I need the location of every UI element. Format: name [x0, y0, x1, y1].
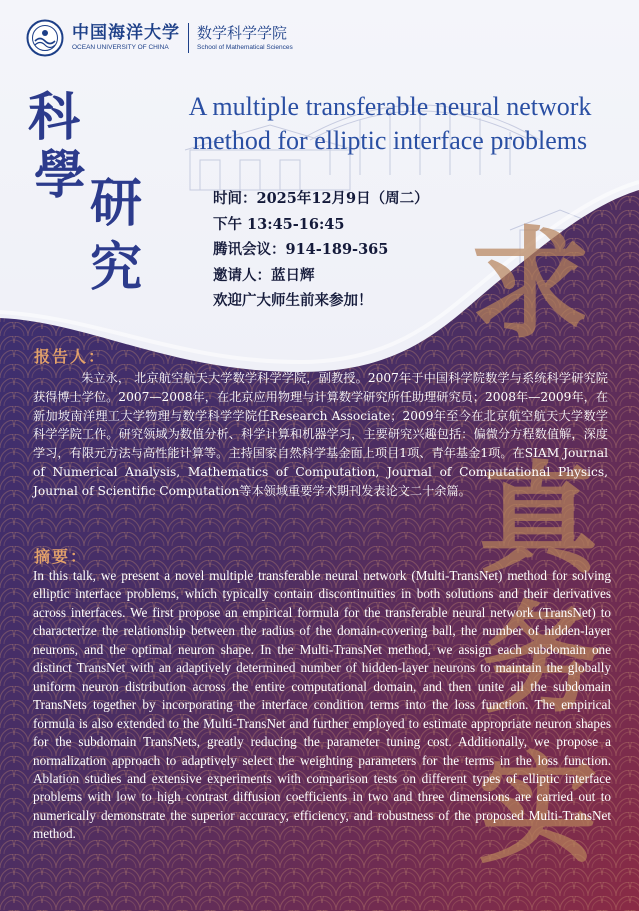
- calligraphy-char-4: 究: [90, 237, 143, 298]
- decor-char-3: 务: [482, 589, 602, 730]
- school-name-cn: 数学科学学院: [197, 24, 288, 42]
- decor-char-4: 实: [478, 739, 598, 880]
- speaker-bio: 朱立永， 北京航空航天大学数学科学学院，副教授。2007年于中国科学院数学与系统科学研究院获得博士学位。2007—2008年，在北京应用物理与计算数学研究所任助理研究员；2008年—2009年，在新加坡南洋理工大学物理与数学科学学院任Research Associate；2009年至今在北京航空航天大学数学科学学院工作。研究领域为数值分析、科学计算和机器学习，主要研究兴趣包括：偏微分方程数值解，深度学习，有限元方法与高性能计算等。主持国家自然科学基金面上项目1项、青年基金1项。在SIAM Journal of Numerical Analysis, Mathematics of Computation, Journal of Computational Physics, Journal of Scientific Computation等本领域重要学术期刊发表论文二十余篇。: [33, 371, 609, 498]
- event-time: 时间：2025年12月9日（周二）: [213, 190, 429, 207]
- talk-title: [150, 90, 630, 158]
- calligraphy-char-3: 研: [90, 173, 143, 234]
- calligraphy-char-2: 學: [34, 145, 87, 206]
- speaker-heading: 报告人：: [34, 347, 107, 366]
- university-name: [72, 24, 180, 52]
- header: [26, 18, 293, 58]
- event-afternoon: 下午 13:45-16:45: [213, 215, 345, 233]
- university-name-cn: 中国海洋大学: [72, 23, 180, 43]
- abstract-text: In this talk, we present a novel multiple transferable neural network (Multi-TransNet) method for solving elliptic interface problems, which typically contain discontinuities in both solutions and their derivatives across interfaces. We first propose an empirical formula for the transferable neural network (TransNet) to characterize the relationship between the radius of the domain-covering ball, the number of hidden-layer neurons, and the optimal neuron shape. In the Multi-TransNet method, we assign each subdomain one distinct TransNet with an adaptively determined number of hidden-layer neurons to maintain the globally uniform neuron distribution across the entire computational domain, and then unite all the subdomain TransNets together by incorporating the interface condition terms into the loss function. The empirical formula is also extended to the Multi-TransNet and further employed to estimate appropriate neuron shapes for the subdomain TransNets, greatly reducing the parameter tuning cost. Additionally, we propose a normalization approach to adaptively select the weighting parameters for the terms in the loss function. Ablation studies and extensive experiments with comparison tests on different types of elliptic interface problems with low to high contrast diffusion coefficients in two and three dimensions are carried out to numerically demonstrate the superior accuracy, efficiency, and robustness of the proposed Multi-TransNet method.: [33, 568, 611, 842]
- talk-title-line-1: A multiple transferable neural network: [188, 92, 592, 121]
- decor-char-2: 真: [478, 449, 598, 590]
- decor-char-1: 求: [470, 214, 590, 355]
- university-logo-icon: [26, 19, 64, 57]
- school-name: [197, 24, 293, 52]
- event-inviter: 邀请人：蓝日辉: [213, 266, 315, 284]
- abstract-heading: 摘要：: [34, 547, 89, 566]
- university-name-en: OCEAN UNIVERSITY OF CHINA: [72, 44, 169, 51]
- school-name-en: School of Mathematical Sciences: [197, 44, 293, 51]
- calligraphy-char-1: 科: [28, 87, 81, 148]
- header-divider: [188, 23, 189, 53]
- talk-title-line-2: method for elliptic interface problems: [192, 126, 588, 155]
- event-meeting: 腾讯会议：914-189-365: [213, 241, 389, 258]
- event-welcome: 欢迎广大师生前来参加！: [213, 292, 373, 309]
- event-info: [213, 186, 429, 314]
